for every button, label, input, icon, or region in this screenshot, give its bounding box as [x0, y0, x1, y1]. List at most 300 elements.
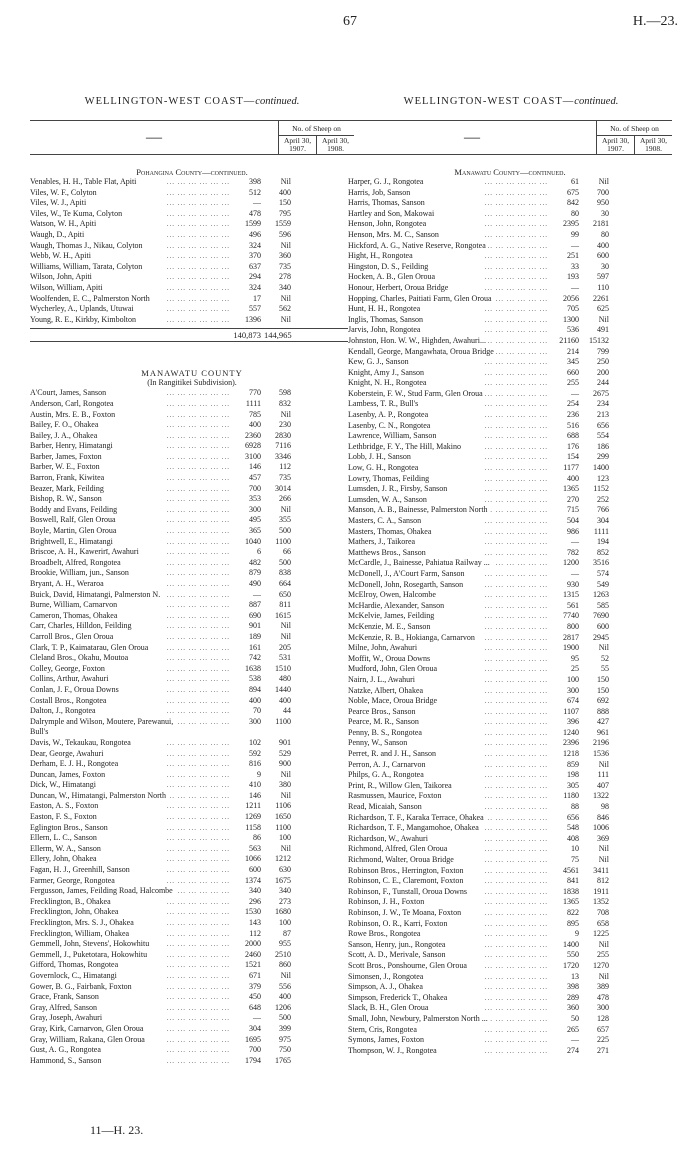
sheep-1907: 6: [257, 547, 261, 557]
table-row: [348, 474, 672, 485]
owner-name-text: Philps, G. A., Rongotea: [348, 770, 424, 780]
sheep-1908: 369: [597, 833, 609, 843]
sheep-1908: [264, 727, 294, 738]
owner-name-text: Waugh, D., Apiti: [30, 229, 85, 239]
owner-name-text: Harper, G. J., Rongotea: [348, 177, 424, 186]
sheep-1908: Nil: [598, 971, 609, 981]
sheep-1907: 9: [575, 929, 579, 939]
table-row: [30, 918, 354, 929]
owner-name: [348, 876, 550, 887]
table-row: [30, 441, 354, 452]
owner-name-text: McCardle, J., Bainesse, Pahiatua Railway ...: [348, 558, 490, 568]
table-row: [348, 887, 672, 898]
sheep-1908: 2830: [275, 430, 291, 440]
owner-name: [30, 526, 232, 537]
sheep-1907: 859: [567, 759, 579, 769]
table-row: [30, 886, 354, 897]
owner-name-text: Robinson, J. W., Te Moana, Foxton: [348, 907, 462, 917]
sheep-1908: Nil: [598, 844, 609, 854]
owner-name: [30, 420, 232, 431]
owner-name: [348, 251, 550, 262]
table-row: [348, 611, 672, 622]
sheep-1908: 975: [279, 1034, 291, 1044]
right-table-header: [348, 120, 672, 155]
sheep-1907: 410: [249, 780, 261, 790]
sheep-1907: 1374: [245, 875, 261, 885]
owner-name: [30, 590, 232, 601]
sheep-1907: 6928: [245, 441, 261, 451]
owner-name-text: Frecklington, William, Ohakea: [30, 928, 130, 938]
table-row: [348, 368, 672, 379]
table-row: [348, 452, 672, 463]
sheep-1907: 379: [249, 981, 261, 991]
table-row: [30, 272, 354, 283]
table-row: [30, 621, 354, 632]
owner-name: [348, 188, 550, 199]
sheep-1908: 400: [279, 695, 291, 705]
table-row: [30, 315, 354, 326]
owner-name-text: Duncan, W., Himatangi, Palmerston North: [30, 790, 166, 800]
table-row: [30, 780, 354, 791]
owner-name-text: Dalton, J., Rongotea: [30, 706, 96, 716]
owner-name: [348, 738, 550, 749]
owner-name: [348, 834, 550, 845]
table-row: [348, 950, 672, 961]
sheep-1908: Nil: [280, 314, 291, 324]
sheep-1908: 1536: [593, 749, 609, 759]
owner-name: [348, 484, 550, 495]
sheep-1908: 244: [597, 378, 609, 388]
table-row: [30, 632, 354, 643]
sheep-1908: 811: [279, 600, 291, 610]
owner-name-text: Frecklington, B., Ohakea: [30, 896, 111, 906]
owner-name: [348, 262, 550, 273]
sheep-1908: 795: [279, 208, 291, 218]
owner-name: [348, 802, 550, 813]
owner-name-text: Young, R. E., Kirkby, Kimbolton: [30, 314, 137, 324]
sheep-1907: 536: [567, 325, 579, 335]
sheep-1908: 556: [279, 981, 291, 991]
table-row: [348, 484, 672, 495]
table-row: [348, 717, 672, 728]
table-row: [348, 1014, 672, 1025]
owner-name-text: Conlan, J. F., Oroua Downs: [30, 684, 119, 694]
sheep-1908: 950: [597, 198, 609, 208]
owner-name-text: Carroll Bros., Glen Oroua: [30, 631, 114, 641]
owner-name-text: Manson, A. B., Bainesse, Palmerston North: [348, 505, 488, 515]
sheep-1907: 294: [249, 272, 261, 282]
table-row: [348, 993, 672, 1004]
right-title-cont: continued.: [574, 96, 619, 107]
owner-name-text: Scott, A. D., Merivale, Sanson: [348, 950, 446, 960]
sheep-1907: 112: [249, 928, 261, 938]
owner-name: [30, 1056, 232, 1067]
owner-name: [348, 463, 550, 474]
sheep-1907: 592: [249, 748, 261, 758]
owner-name-text: Lumsden, W. A., Sanson: [348, 494, 427, 504]
sheep-1907: 671: [249, 970, 261, 980]
left-header-1908: April 30, 1908.: [317, 136, 354, 155]
sheep-1907: 516: [567, 420, 579, 430]
owner-name: [30, 939, 232, 950]
sheep-1908: 205: [279, 642, 291, 652]
table-row: [348, 664, 672, 675]
table-row: [348, 770, 672, 781]
sheep-1907: 176: [567, 441, 579, 451]
table-row: [348, 728, 672, 739]
sheep-1907: 270: [567, 494, 579, 504]
sheep-1907: 496: [249, 229, 261, 239]
sheep-1908: 1100: [275, 822, 291, 832]
owner-name-text: Penny, W., Sanson: [348, 738, 408, 748]
owner-name: [30, 262, 232, 273]
table-row: [348, 601, 672, 612]
sheep-1908: 2181: [593, 219, 609, 229]
sheep-1908: 271: [597, 1045, 609, 1055]
owner-name-text: Lasenby, C. N., Rongotea: [348, 420, 431, 430]
total-1908: 144,965: [264, 330, 292, 341]
left-section-manawatu: MANAWATU COUNTY: [141, 368, 243, 379]
owner-name: [348, 887, 550, 898]
table-row: [348, 908, 672, 919]
table-row: [30, 420, 354, 431]
owner-name: [348, 548, 550, 559]
sheep-1907: 688: [567, 431, 579, 441]
sheep-1908: 400: [279, 992, 291, 1002]
sheep-1908: 700: [597, 187, 609, 197]
table-row: [30, 664, 354, 675]
owner-name: [348, 241, 550, 252]
owner-name: [30, 717, 232, 728]
sheep-1907: 600: [249, 865, 261, 875]
sheep-1908: 194: [597, 537, 609, 547]
sheep-1908: 708: [597, 907, 609, 917]
sheep-1907: 1269: [245, 812, 261, 822]
total-1907: 140,873: [233, 330, 261, 341]
owner-name-text: Easton, A. S., Foxton: [30, 801, 99, 811]
table-row: [30, 939, 354, 950]
sheep-1908: 630: [279, 865, 291, 875]
owner-name: [348, 823, 550, 834]
owner-name: [348, 961, 550, 972]
owner-name-text: Johnston, Hon. W. W., Highden, Awahuri...: [348, 335, 486, 345]
sheep-1907: 193: [567, 272, 579, 282]
owner-name: [30, 801, 232, 812]
owner-name-text: Wilson, William, Apiti: [30, 282, 103, 292]
owner-name-text: Bryant, A. H., Weraroa: [30, 579, 104, 588]
table-row: [30, 876, 354, 887]
owner-name: [348, 728, 550, 739]
owner-name: [30, 230, 232, 241]
owner-name-text: Williams, William, Tarata, Colyton: [30, 261, 143, 271]
left-section-pohangina: Pohangina County—continued.: [136, 167, 248, 177]
page-footer: 11—H. 23.: [90, 1123, 144, 1137]
sheep-1908: 44: [283, 706, 291, 716]
sheep-1907: 512: [249, 187, 261, 197]
owner-name-text: Hartley and Son, Makowai: [348, 208, 435, 218]
sheep-1907: 2396: [563, 738, 579, 748]
table-row: [30, 643, 354, 654]
sheep-1908: 500: [279, 526, 291, 536]
table-row: [30, 399, 354, 410]
owner-name: [348, 972, 550, 983]
owner-name: [30, 294, 232, 305]
sheep-1907: 300: [249, 504, 261, 514]
left-title-cont: continued.: [255, 96, 300, 107]
owner-name: [30, 844, 232, 855]
owner-name-text: Robinson, O. R., Karri, Foxton: [348, 918, 448, 928]
sheep-1907: 161: [249, 642, 261, 652]
table-row: [348, 855, 672, 866]
owner-name-text: McKenzie, R. B., Hokianga, Carnarvon: [348, 632, 475, 642]
left-table-body: [30, 167, 354, 1066]
owner-name-text: Ellery, John, Ohakea: [30, 854, 97, 864]
owner-name-text: Robinson, J. H., Foxton: [348, 897, 425, 907]
sheep-1907: 478: [249, 208, 261, 218]
sheep-1907: 1365: [563, 897, 579, 907]
owner-name: [348, 601, 550, 612]
right-rows-manawatu: [348, 177, 672, 1056]
owner-name-text: Henson, John, Rongotea: [348, 219, 427, 229]
owner-name-text: Gray, William, Rakana, Glen Oroua: [30, 1034, 145, 1044]
sheep-1907: 396: [567, 717, 579, 727]
owner-name-text: McDonell, J., A'Court Farm, Sanson: [348, 568, 465, 578]
owner-name-text: Brookie, William, jun., Sanson: [30, 568, 129, 578]
sheep-1908: 150: [597, 674, 609, 684]
sheep-1907: 1720: [563, 960, 579, 970]
owner-name-text: Rowe Bros., Rongotea: [348, 929, 421, 939]
sheep-1907: 274: [567, 1045, 579, 1055]
owner-name-text: Barber, James, Foxton: [30, 451, 102, 461]
sheep-1907: 86: [253, 833, 261, 843]
table-row: [348, 442, 672, 453]
table-row: [348, 940, 672, 951]
sheep-1908: 1006: [593, 823, 609, 833]
owner-name-text: Farmer, George, Rongotea: [30, 875, 115, 885]
table-row: [348, 760, 672, 771]
owner-name-text: A'Court, James, Sanson: [30, 388, 107, 398]
sheep-1908: 799: [597, 346, 609, 356]
owner-name-text: Barber, Henry, Himatangi: [30, 441, 113, 451]
sheep-1908: 1400: [593, 463, 609, 473]
owner-name-text: Print, R., Willow Glen, Taikorea: [348, 780, 452, 790]
sheep-1908: 900: [279, 759, 291, 769]
owner-name-text: Richmond, Walter, Oroua Bridge: [348, 855, 454, 864]
table-row: [30, 579, 354, 590]
owner-name-text: Anderson, Carl, Rongotea: [30, 398, 114, 408]
sheep-1908: 66: [283, 547, 291, 557]
sheep-1907: 305: [567, 780, 579, 790]
sheep-1908: 656: [597, 420, 609, 430]
table-row: [348, 463, 672, 474]
table-row: [30, 537, 354, 548]
sheep-1908: 1675: [275, 875, 291, 885]
owner-name-text: Dear, George, Awahuri: [30, 748, 104, 758]
sheep-1908: 812: [597, 876, 609, 886]
owner-name: [30, 1035, 232, 1046]
owner-name-text: Gemmell, John, Stevens', Hokowhitu: [30, 939, 150, 949]
sheep-1908: Nil: [280, 631, 291, 641]
owner-name: [30, 929, 232, 940]
sheep-1908: 230: [279, 420, 291, 430]
sheep-1907: 2460: [245, 949, 261, 959]
sheep-1907: 563: [249, 843, 261, 853]
sheep-1908: 478: [597, 992, 609, 1002]
owner-name: [30, 1013, 232, 1024]
sheep-1908: 1100: [275, 536, 291, 546]
sheep-1908: 1206: [275, 1002, 291, 1012]
sheep-1908: 30: [601, 208, 609, 218]
owner-name: [348, 770, 550, 781]
owner-name: [30, 982, 232, 993]
owner-name: [30, 272, 232, 283]
owner-name: [30, 780, 232, 791]
sheep-1907: 189: [249, 631, 261, 641]
sheep-1907: 450: [249, 992, 261, 1002]
sheep-1907: 400: [249, 420, 261, 430]
sheep-1907: 1695: [245, 1034, 261, 1044]
owner-name: [348, 707, 550, 718]
owner-name: [348, 389, 550, 400]
sheep-1907: 408: [567, 833, 579, 843]
sheep-1908: 427: [597, 717, 609, 727]
sheep-1908: 598: [279, 388, 291, 398]
sheep-1908: 735: [279, 473, 291, 483]
owner-name: [348, 897, 550, 908]
owner-name: [30, 897, 232, 908]
owner-name: [348, 315, 550, 326]
sheep-1908: Nil: [280, 293, 291, 303]
owner-name-text: Gray, Alfred, Sanson: [30, 1002, 98, 1012]
sheep-1908: 55: [601, 664, 609, 674]
table-row: [348, 198, 672, 209]
owner-name: [348, 368, 550, 379]
owner-name-text: Pearce Bros., Sanson: [348, 706, 416, 716]
owner-name-text: Lowry, Thomas, Feilding: [348, 473, 430, 483]
table-row: [348, 696, 672, 707]
owner-name-text: Lambess, T. R., Bull's: [348, 399, 419, 409]
sheep-1908: 625: [597, 304, 609, 314]
owner-name: [30, 177, 232, 188]
sheep-1907: 146: [249, 462, 261, 472]
table-row: [30, 473, 354, 484]
sheep-1908: 225: [597, 1035, 609, 1045]
owner-name: [348, 410, 550, 421]
owner-name-text: Bishop, R. W., Sanson: [30, 494, 102, 504]
owner-name: [348, 474, 550, 485]
owner-name: [348, 527, 550, 538]
owner-name-text: Koberstein, F. W., Stud Farm, Glen Oroua: [348, 388, 483, 398]
sheep-1907: 4561: [563, 865, 579, 875]
table-row: [30, 1045, 354, 1056]
sheep-1908: 500: [279, 557, 291, 567]
table-row: [348, 378, 672, 389]
owner-name: [30, 462, 232, 473]
owner-name: [348, 813, 550, 824]
sheep-1907: 80: [571, 208, 579, 218]
table-row: [30, 304, 354, 315]
table-row: [348, 399, 672, 410]
sheep-1907: 13: [571, 971, 579, 981]
owner-name: [348, 209, 550, 220]
table-row: [348, 844, 672, 855]
sheep-1908: 491: [597, 325, 609, 335]
owner-name-text: Lumsden, J. R., Firsby, Sanson: [348, 484, 448, 494]
sheep-1908: Nil: [280, 769, 291, 779]
sheep-1907: 1111: [245, 398, 261, 408]
table-row: [30, 1024, 354, 1035]
sheep-1907: 800: [567, 621, 579, 631]
sheep-1907: —: [571, 240, 579, 250]
owner-name-text: Dick, W., Himatangi: [30, 780, 96, 790]
owner-name-text: Richardson, T. F., Karaka Terrace, Ohakea: [348, 812, 484, 822]
owner-name-text: Scott Bros., Ponshourne, Glen Oroua: [348, 960, 467, 970]
owner-name: [348, 929, 550, 940]
sheep-1907: 1040: [245, 536, 261, 546]
owner-name: [348, 844, 550, 855]
sheep-1907: 50: [571, 1013, 579, 1023]
owner-name: [30, 738, 232, 749]
sheep-1908: 123: [597, 473, 609, 483]
owner-name: [348, 781, 550, 792]
table-row: [30, 823, 354, 834]
table-row: [30, 696, 354, 707]
table-row: [30, 241, 354, 252]
owner-name: [30, 431, 232, 442]
owner-name-text: Barron, Frank, Kiwitea: [30, 473, 105, 483]
sheep-1908: 600: [597, 621, 609, 631]
table-row: [30, 791, 354, 802]
sheep-1907: 88: [571, 802, 579, 812]
owner-name: [348, 1046, 550, 1057]
owner-name: [30, 219, 232, 230]
owner-name: [30, 696, 232, 707]
sheep-1907: —: [571, 282, 579, 292]
table-row: [30, 547, 354, 558]
owner-name-text: McElroy, Owen, Halcombe: [348, 590, 436, 600]
owner-name-text: Clark, T. P., Kaimatarau, Glen Oroua: [30, 642, 149, 652]
sheep-1908: Nil: [598, 855, 609, 864]
sheep-1907: 370: [249, 251, 261, 261]
sheep-1908: 692: [597, 696, 609, 706]
sheep-1908: 150: [597, 685, 609, 695]
left-column-title: [30, 96, 354, 107]
owner-name-text: Rasmussen, Maurice, Foxton: [348, 791, 442, 801]
sheep-1908: 266: [279, 494, 291, 504]
table-row: [30, 568, 354, 579]
table-row: [30, 283, 354, 294]
owner-name-text: Viles, W. J., Apiti: [30, 198, 87, 208]
table-row: [348, 230, 672, 241]
sheep-1908: 1440: [275, 684, 291, 694]
sheep-1908: 128: [597, 1013, 609, 1023]
sheep-1908: 15132: [589, 335, 609, 345]
owner-name: [30, 907, 232, 918]
table-row: [30, 494, 354, 505]
table-row: [348, 294, 672, 305]
table-row: [348, 738, 672, 749]
owner-name-text: Bailey, J. A., Ohakea: [30, 430, 98, 440]
owner-name: [348, 1003, 550, 1014]
table-row: [348, 537, 672, 548]
sheep-1907: —: [253, 1013, 261, 1023]
sheep-1907: 99: [571, 229, 579, 239]
sheep-1908: 901: [279, 737, 291, 747]
owner-name: [348, 1014, 550, 1025]
owner-name-text: Mathers, J., Taikorea: [348, 537, 416, 547]
owner-name: [348, 558, 550, 569]
owner-name: [30, 854, 232, 865]
